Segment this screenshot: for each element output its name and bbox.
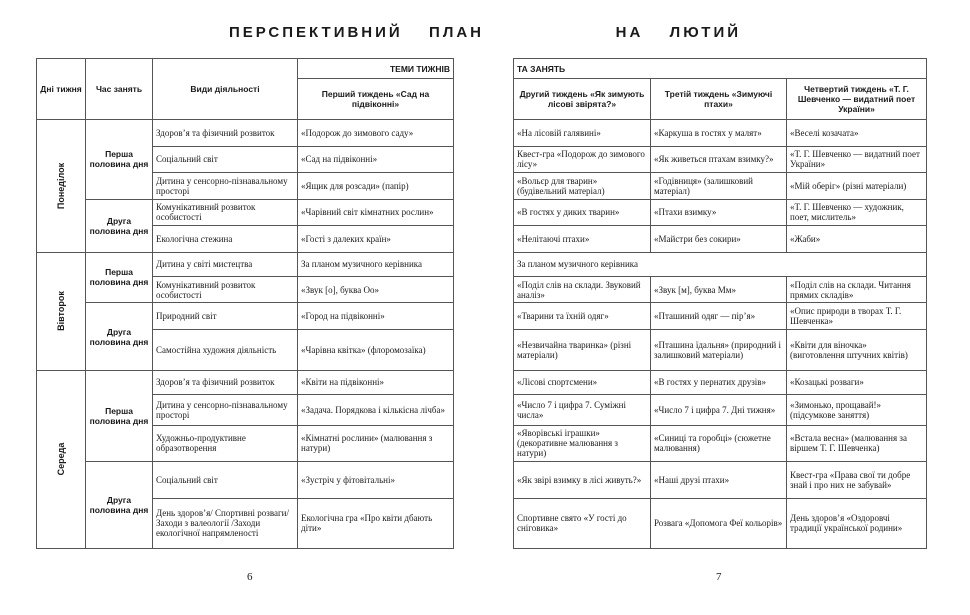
week1-cell: «Квіти на підвіконні»	[298, 370, 454, 394]
activity-cell: Природний світ	[153, 303, 298, 329]
activity-cell: Екологічна стежина	[153, 226, 298, 252]
week3-cell: «Пташиний одяг — пір’я»	[651, 303, 787, 329]
week4-cell: «Козацькі розваги»	[787, 370, 927, 394]
page-title: ПЕРСПЕКТИВНИЙ ПЛАН НА ЛЮТИЙ	[228, 24, 742, 41]
week4-cell: «Т. Г. Шевченко — художник, поет, мислитель»	[787, 199, 927, 225]
activity-cell: Здоров’я та фізичний розвиток	[153, 370, 298, 394]
activity-cell: Здоров’я та фізичний розвиток	[153, 120, 298, 146]
half-second-tuesday: Друга половина дня	[86, 303, 153, 370]
week1-cell: «Зустріч у фітовітальні»	[298, 462, 454, 499]
week4-cell: «Встала весна» (малювання за віршем Т. Г. Шевченка)	[787, 425, 927, 462]
week2-cell: «На лісовій галявині»	[514, 120, 651, 146]
week3-cell: «Наші друзі птахи»	[651, 462, 787, 499]
week1-cell: «Сад на підвіконні»	[298, 146, 454, 172]
week4-cell: «Поділ слів на склади. Читання прямих складів»	[787, 276, 927, 302]
header-activity: Види діяльності	[153, 59, 298, 120]
week3-cell: «Звук [м], буква Мм»	[651, 276, 787, 302]
activity-cell: Самостійна художня діяльність	[153, 329, 298, 370]
week3-cell: «Як живеться птахам взимку?»	[651, 146, 787, 172]
week1-cell: Екологічна гра «Про квіти дбають діти»	[298, 498, 454, 548]
day-tuesday: Вівторок	[37, 252, 86, 370]
week1-cell: «Чарівна квітка» (флоромозаїка)	[298, 329, 454, 370]
week3-cell: Розвага «Допомога Феї кольорів»	[651, 498, 787, 548]
header-days: Дні тижня	[37, 59, 86, 120]
half-first-tuesday: Перша половина дня	[86, 252, 153, 303]
activity-cell: Художньо-продуктивне образотворення	[153, 425, 298, 462]
week2-cell: «Число 7 і цифра 7. Суміжні числа»	[514, 395, 651, 426]
week3-cell: «Майстри без сокири»	[651, 226, 787, 252]
page-number-right: 7	[716, 571, 722, 583]
activity-cell: Дитина у сенсорно-пізнавальному просторі	[153, 173, 298, 199]
week2-cell: «В гостях у диких тварин»	[514, 199, 651, 225]
activity-cell: Комунікативний розвиток особистості	[153, 199, 298, 225]
week2-cell: «Тварини та їхній одяг»	[514, 303, 651, 329]
week2-cell: «Нелітаючі птахи»	[514, 226, 651, 252]
week1-cell: «Задача. Порядкова і кількісна лічба»	[298, 395, 454, 426]
week1-cell: «Ящик для розсади» (папір)	[298, 173, 454, 199]
week3-cell: «Годівниця» (залишковий матеріал)	[651, 173, 787, 199]
week4-cell: «Веселі козачата»	[787, 120, 927, 146]
header-time: Час занять	[86, 59, 153, 120]
week2-cell: Спортивне свято «У гості до сніговика»	[514, 498, 651, 548]
day-monday: Понеділок	[37, 120, 86, 252]
week4-cell: «Жаби»	[787, 226, 927, 252]
header-continuation: ТА ЗАНЯТЬ	[514, 59, 927, 79]
week3-cell: «В гостях у пернатих друзів»	[651, 370, 787, 394]
header-themes: ТЕМИ ТИЖНІВ	[298, 59, 454, 79]
week3-cell: «Каркуша в гостях у малят»	[651, 120, 787, 146]
activity-cell: Дитина у сенсорно-пізнавальному просторі	[153, 395, 298, 426]
week2-cell: «Лісові спортсмени»	[514, 370, 651, 394]
activity-cell: День здоров’я/ Спортивні розваги/ Заходи з валеології /Заходи екологічної напрямленості	[153, 498, 298, 548]
header-week-1: Перший тиждень «Сад на підвіконні»	[298, 79, 454, 120]
week4-cell: «Т. Г. Шевченко — видатний поет України»	[787, 146, 927, 172]
activity-cell: Соціальний світ	[153, 462, 298, 499]
week4-cell: «Опис природи в творах Т. Г. Шевченка»	[787, 303, 927, 329]
activity-cell: Дитина у світі мистецтва	[153, 252, 298, 276]
week4-cell: День здоров’я «Оздоровчі традиції української родини»	[787, 498, 927, 548]
week2-cell: Квест-гра «Подорож до зимового лісу»	[514, 146, 651, 172]
week4-cell: «Квіти для віночка» (виготовлення штучних квітів)	[787, 329, 927, 370]
week1-cell: «Чарівний світ кімнатних рослин»	[298, 199, 454, 225]
page-number-left: 6	[247, 571, 253, 583]
week3-cell: «Птахи взимку»	[651, 199, 787, 225]
week1-cell: «Гості з далеких країн»	[298, 226, 454, 252]
week1-cell: За планом музичного керівника	[298, 252, 454, 276]
header-week-3: Третій тиждень «Зимуючі птахи»	[651, 79, 787, 120]
week3-cell: «Число 7 і цифра 7. Дні тижня»	[651, 395, 787, 426]
music-director-row: За планом музичного керівника	[514, 252, 927, 276]
week1-cell: «Звук [о], буква Оо»	[298, 276, 454, 302]
header-week-2: Другий тиждень «Як зимують лісові звірята?»	[514, 79, 651, 120]
week4-cell: «Зимонько, прощавай!» (підсумкове заняття)	[787, 395, 927, 426]
activity-cell: Комунікативний розвиток особистості	[153, 276, 298, 302]
week1-cell: «Кімнатні рослини» (малювання з натури)	[298, 425, 454, 462]
week2-cell: «Яворівські іграшки» (декоративне малювання з натури)	[514, 425, 651, 462]
week2-cell: «Поділ слів на склади. Звуковий аналіз»	[514, 276, 651, 302]
week4-cell: Квест-гра «Права свої ти добре знай і про них не забувай»	[787, 462, 927, 499]
week1-cell: «Город на підвіконні»	[298, 303, 454, 329]
week2-cell: «Як звірі взимку в лісі живуть?»	[514, 462, 651, 499]
header-week-4: Четвертий тиждень «Т. Г. Шевченко — видатний поет України»	[787, 79, 927, 120]
activity-cell: Соціальний світ	[153, 146, 298, 172]
right-plan-table	[513, 58, 927, 549]
week3-cell: «Пташина їдальня» (природний і залишковий матеріали)	[651, 329, 787, 370]
week2-cell: «Вольєр для тварин» (будівельний матеріал)	[514, 173, 651, 199]
half-second-monday: Друга половина дня	[86, 199, 153, 252]
half-first-wednesday: Перша половина дня	[86, 370, 153, 462]
day-wednesday: Середа	[37, 370, 86, 548]
half-second-wednesday: Друга половина дня	[86, 462, 153, 549]
left-plan-table	[36, 58, 454, 549]
week3-cell: «Синиці та горобці» (сюжетне малювання)	[651, 425, 787, 462]
week1-cell: «Подорож до зимового саду»	[298, 120, 454, 146]
week4-cell: «Мій оберіг» (різні матеріали)	[787, 173, 927, 199]
week2-cell: «Незвичайна тваринка» (різні матеріали)	[514, 329, 651, 370]
half-first-monday: Перша половина дня	[86, 120, 153, 199]
